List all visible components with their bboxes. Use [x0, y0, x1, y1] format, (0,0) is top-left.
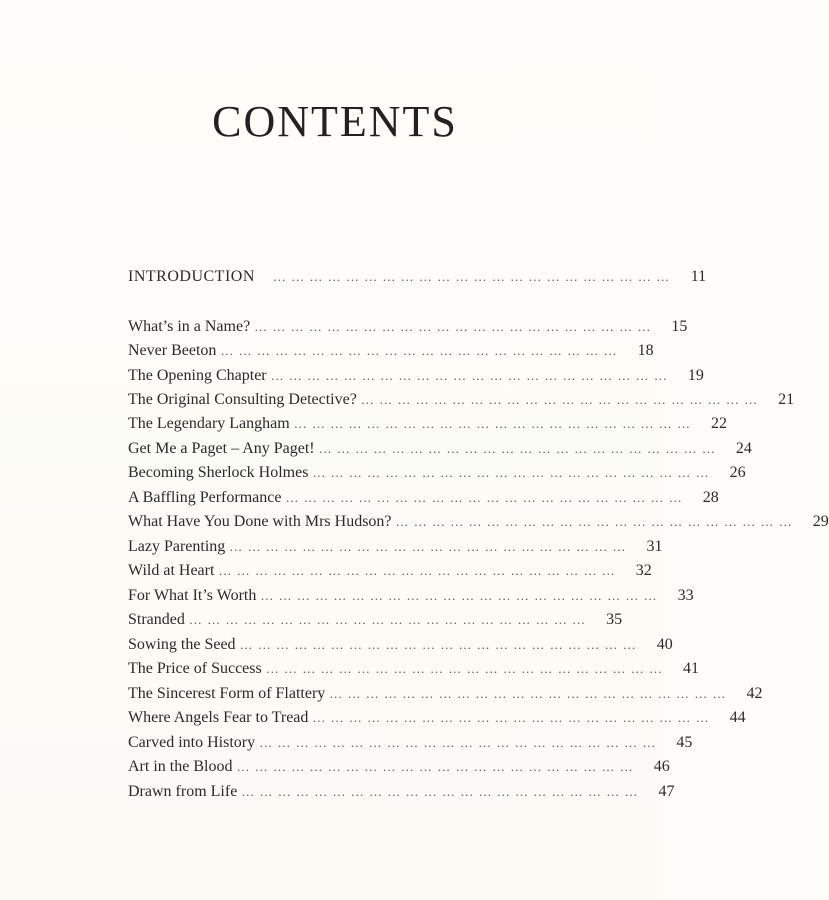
toc-entry-page: 29	[812, 513, 829, 530]
toc-entry[interactable]	[128, 783, 675, 805]
toc-dot-leader: … … … … … … … … … … … … … … … … … … … … … …	[265, 661, 663, 676]
toc-entry-page: 45	[676, 734, 693, 751]
toc-entry[interactable]	[128, 660, 699, 682]
toc-dot-leader: … … … … … … … … … … … … … … … … … … … … … …	[229, 539, 627, 554]
toc-entry-title: A Baffling Performance	[128, 489, 282, 506]
toc-entry-title: The Sincerest Form of Flattery	[128, 685, 326, 702]
page-title: CONTENTS	[212, 97, 458, 146]
toc-dot-leader: … … … … … … … … … … … … … … … … … … … … … …	[270, 368, 668, 383]
toc-entry[interactable]	[128, 734, 693, 756]
toc-entry[interactable]	[128, 538, 663, 560]
toc-entry-title: What Have You Done with Mrs Hudson?	[128, 513, 392, 530]
toc-entry[interactable]	[128, 391, 795, 413]
toc-entry-title: The Legendary Langham	[128, 415, 290, 432]
toc-entry-page: 32	[635, 562, 652, 579]
toc-entry-title: The Opening Chapter	[128, 367, 267, 384]
toc-entry-title: Wild at Heart	[128, 562, 215, 579]
toc-entry-title: Never Beeton	[128, 342, 217, 359]
toc-entry-page: 44	[729, 709, 746, 726]
toc-dot-leader: … … … … … … … … … … … … … … … … … … … … … …	[259, 735, 657, 750]
toc-entry-page: 28	[702, 489, 719, 506]
toc-entry[interactable]	[128, 318, 688, 340]
toc-entry-title: Lazy Parenting	[128, 538, 226, 555]
toc-entry-page: 40	[656, 636, 673, 653]
toc-entry[interactable]	[128, 440, 752, 462]
toc-entry[interactable]	[128, 685, 763, 707]
toc-dot-leader: … … … … … … … … … … … … … … … … … … … … … …	[360, 392, 759, 407]
toc-entry[interactable]	[128, 562, 652, 584]
toc-entry-title: What’s in a Name?	[128, 318, 251, 335]
toc-entry[interactable]	[128, 636, 673, 658]
toc-entry-title: Carved into History	[128, 734, 256, 751]
toc-entry-page: 35	[606, 611, 623, 628]
toc-entry-page: 24	[735, 440, 752, 457]
toc-entry[interactable]	[128, 464, 746, 486]
toc-entry-page: 22	[710, 415, 727, 432]
toc-dot-leader: … … … … … … … … … … … … … … … … … … … … … …	[239, 637, 637, 652]
toc-entry-title: Stranded	[128, 611, 185, 628]
toc-entry-page: 19	[687, 367, 704, 384]
toc-dot-leader: … … … … … … … … … … … … … … … … … … … … … …	[395, 514, 793, 529]
toc-entry-title: Drawn from Life	[128, 783, 238, 800]
toc-entry[interactable]	[128, 489, 719, 511]
toc-dot-leader: … … … … … … … … … … … … … … … … … … … … … …	[285, 490, 683, 505]
toc-entry-title: Art in the Blood	[128, 758, 233, 775]
toc-dot-leader: … … … … … … … … … … … … … … … … … … … … … …	[260, 588, 658, 603]
toc-entry[interactable]	[128, 758, 670, 780]
toc-dot-leader: … … … … … … … … … … … … … … … … … … … … … …	[318, 441, 716, 456]
toc-entry-title: Becoming Sherlock Holmes	[128, 464, 309, 481]
toc-entry-title: The Original Consulting Detective?	[128, 391, 357, 408]
toc-dot-leader: … … … … … … … … … … … … … … … … … … … … … …	[188, 612, 587, 627]
toc-entry-page: 18	[637, 342, 654, 359]
toc-dot-leader: … … … … … … … … … … … … … … … … … … … … … …	[254, 319, 652, 334]
toc-dot-leader: … … … … … … … … … … … … … … … … … … … … … …	[272, 269, 671, 284]
toc-entry[interactable]	[128, 587, 694, 609]
toc-entry-page: 11	[690, 268, 707, 285]
toc-dot-leader: … … … … … … … … … … … … … … … … … … … … … …	[241, 784, 639, 799]
toc-dot-leader: … … … … … … … … … … … … … … … … … … … … … …	[312, 465, 710, 480]
toc-entry[interactable]	[128, 342, 654, 364]
toc-entry-title: Get Me a Paget – Any Paget!	[128, 440, 315, 457]
toc-entry-page: 31	[646, 538, 663, 555]
toc-entry-page: 33	[677, 587, 694, 604]
toc-entry-page: 46	[653, 758, 670, 775]
toc-dot-leader: … … … … … … … … … … … … … … … … … … … … … …	[312, 710, 710, 725]
toc-entry[interactable]	[128, 367, 704, 389]
toc-entry[interactable]	[128, 513, 829, 535]
toc-dot-leader: … … … … … … … … … … … … … … … … … … … … … …	[218, 563, 616, 578]
toc-entry-page: 42	[746, 685, 763, 702]
toc-dot-leader: … … … … … … … … … … … … … … … … … … … … … …	[220, 343, 618, 358]
toc-dot-leader: … … … … … … … … … … … … … … … … … … … … … …	[236, 759, 634, 774]
toc-entry-title: INTRODUCTION	[128, 268, 255, 285]
toc-entry-page: 21	[778, 391, 795, 408]
toc-entry[interactable]	[128, 611, 623, 633]
toc-dot-leader: … … … … … … … … … … … … … … … … … … … … … …	[329, 686, 727, 701]
toc-entry[interactable]	[128, 709, 746, 731]
toc-entry-title: The Price of Success	[128, 660, 262, 677]
toc-entry-page: 47	[658, 783, 675, 800]
toc-entry-page: 15	[671, 318, 688, 335]
toc-entry-title: Sowing the Seed	[128, 636, 236, 653]
toc-entry-page: 41	[682, 660, 699, 677]
toc-dot-leader: … … … … … … … … … … … … … … … … … … … … … …	[293, 416, 691, 431]
toc-entry-introduction[interactable]	[128, 268, 707, 290]
toc-entry-title: For What It’s Worth	[128, 587, 257, 604]
toc-entry-title: Where Angels Fear to Tread	[128, 709, 309, 726]
toc-entry[interactable]	[128, 415, 727, 437]
toc-entry-page: 26	[729, 464, 746, 481]
